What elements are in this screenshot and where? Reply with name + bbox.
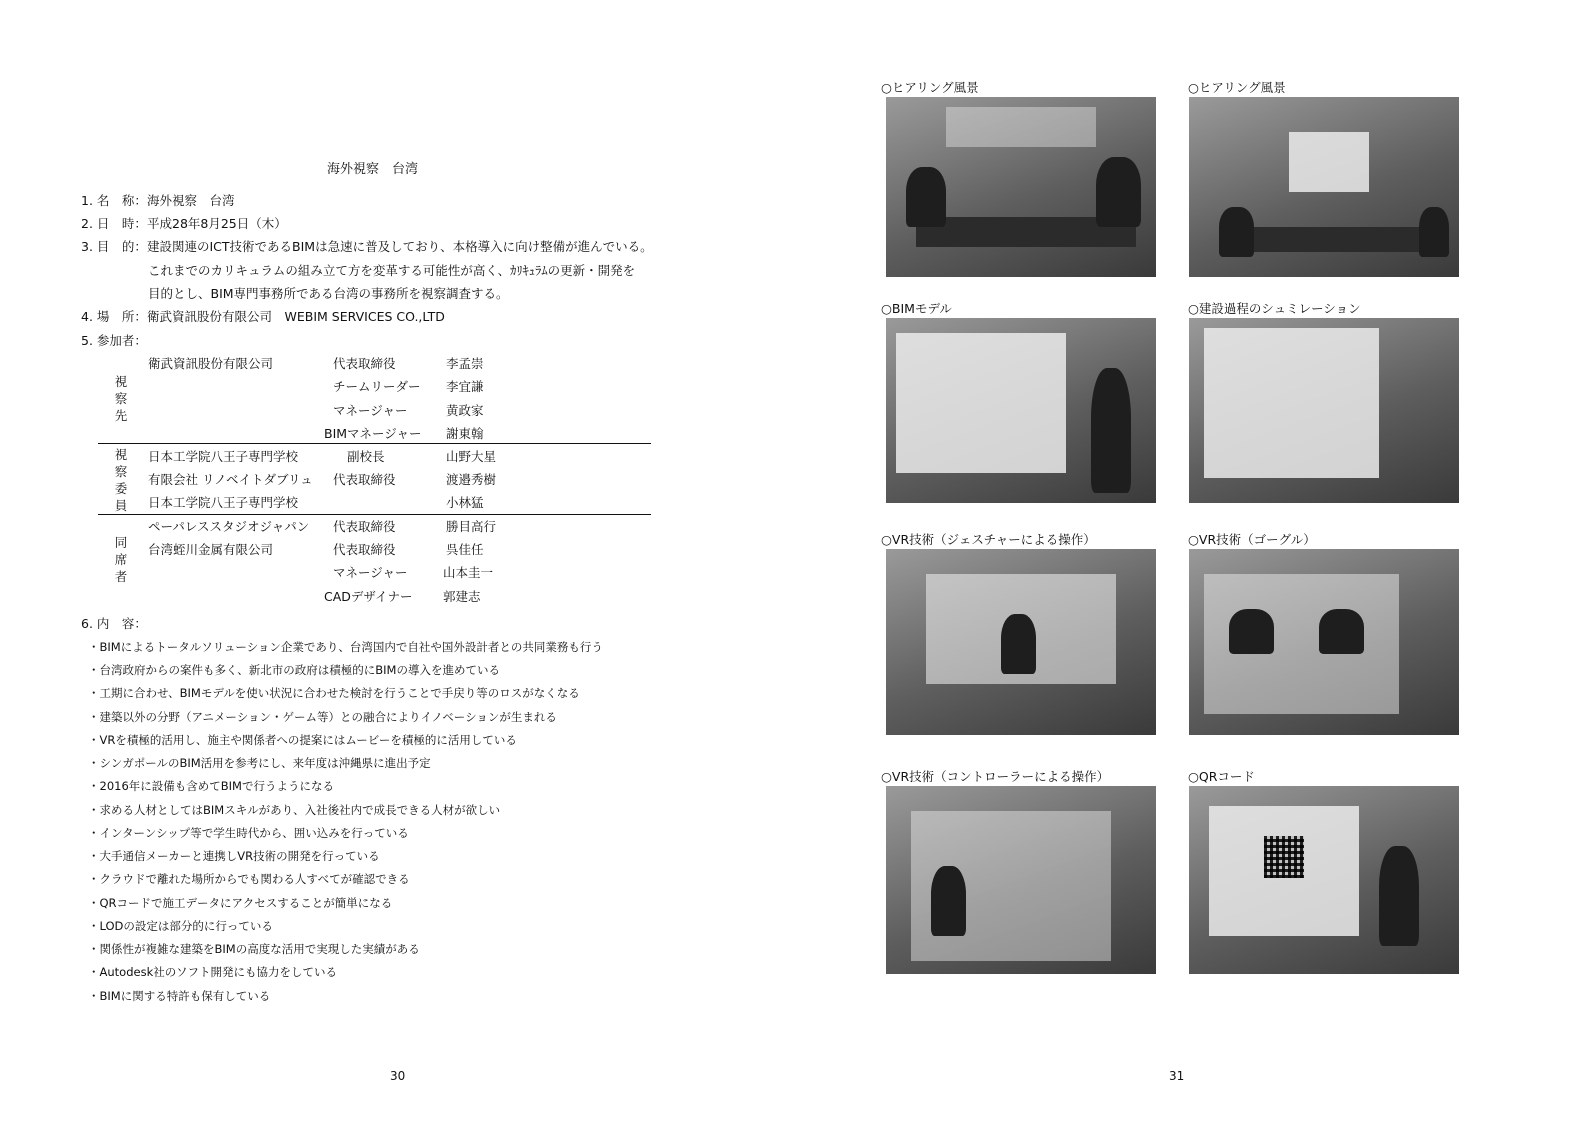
- participant-company: 台湾蛭川金属有限公司: [148, 542, 274, 557]
- participant-role: 代表取締役: [333, 472, 396, 487]
- participant-company: 衛武資訊股份有限公司: [148, 356, 274, 371]
- participant-role: BIMマネージャー: [324, 426, 422, 441]
- purpose-continued: 目的とし、BIM専門事務所である台湾の事務所を視察調査する。: [148, 286, 509, 301]
- info-name: [81, 191, 235, 209]
- participant-company: 日本工学院八王子専門学校: [148, 495, 299, 510]
- list-item: ・Autodesk社のソフト開発にも協力をしている: [88, 965, 337, 979]
- list-item: ・大手通信メーカーと連携しVR技術の開発を行っている: [88, 849, 380, 863]
- group-label-committee: 視察委員: [114, 447, 128, 513]
- group-separator: [98, 443, 651, 444]
- group-label-attendees: 同席者: [114, 535, 128, 584]
- participant-role: CADデザイナー: [324, 589, 413, 604]
- photo-caption: ○ヒアリング風景: [1188, 80, 1286, 95]
- right-page: [796, 0, 1591, 1125]
- info-purpose: [81, 237, 653, 255]
- list-item: ・建築以外の分野（アニメーション・ゲーム等）との融合によりイノベーションが生まれる: [88, 710, 557, 724]
- info-label: 1. 名 称：: [81, 193, 147, 208]
- list-item: ・BIMによるトータルソリューション企業であり、台湾国内で自社や国外設計者との共同業務も行う: [88, 640, 603, 654]
- list-item: ・インターンシップ等で学生時代から、囲い込みを行っている: [88, 826, 409, 840]
- info-value: 平成28年8月25日（木）: [147, 216, 287, 231]
- info-value: 衛武資訊股份有限公司 WEBIM SERVICES CO.,LTD: [147, 309, 445, 324]
- photo-caption: ○VR技術（ゴーグル）: [1188, 532, 1316, 547]
- participant-name: 謝東翰: [446, 426, 484, 441]
- participant-company: 日本工学院八王子専門学校: [148, 449, 299, 464]
- info-label: 2. 日 時：: [81, 216, 147, 231]
- list-item: ・VRを積極的活用し、施主や関係者への提案にはムービーを積極的に活用している: [88, 733, 517, 747]
- info-value: 建設関連のICT技術であるBIMは急速に普及しており、本格導入に向け整備が進んでいる。: [147, 239, 653, 254]
- participants-label: 5. 参加者：: [81, 333, 147, 348]
- photo-qr-code: [1189, 786, 1459, 974]
- list-item: ・関係性が複雑な建築をBIMの高度な活用で実現した実績がある: [88, 942, 420, 956]
- info-date: [81, 214, 287, 232]
- participant-role: 副校長: [347, 449, 385, 464]
- participant-name: 郭建志: [443, 589, 481, 604]
- participant-role: 代表取締役: [333, 542, 396, 557]
- participant-role: マネージャー: [333, 565, 408, 580]
- photo-hearing-meeting: [1189, 97, 1459, 277]
- photo-caption: ○VR技術（ジェスチャーによる操作）: [881, 532, 1096, 547]
- photo-hearing-meeting: [886, 97, 1156, 277]
- page-number: 30: [390, 1069, 406, 1083]
- list-item: ・2016年に設備も含めてBIMで行うようになる: [88, 779, 334, 793]
- info-label: 3. 目 的：: [81, 239, 147, 254]
- list-item: ・BIMに関する特許も保有している: [88, 989, 271, 1003]
- info-value: 海外視察 台湾: [147, 193, 235, 208]
- list-item: ・シンガポールのBIM活用を参考にし、来年度は沖縄県に進出予定: [88, 756, 431, 770]
- list-item: ・クラウドで離れた場所からでも関わる人すべてが確認できる: [88, 872, 410, 886]
- participant-company: 有限会社 リノベイトダブリュ: [148, 472, 313, 487]
- participant-role: マネージャー: [333, 403, 408, 418]
- participant-name: 山野大星: [446, 449, 497, 464]
- list-item: ・QRコードで施工データにアクセスすることが簡単になる: [88, 896, 393, 910]
- photo-caption: ○ヒアリング風景: [881, 80, 979, 95]
- list-item: ・台湾政府からの案件も多く、新北市の政府は積極的にBIMの導入を進めている: [88, 663, 500, 677]
- purpose-continued: これまでのカリキュラムの組み立て方を変革する可能性が高く、ｶﾘｷｭﾗﾑの更新・開発を: [148, 263, 636, 278]
- participant-role: チームリーダー: [333, 379, 421, 394]
- participant-name: 勝目高行: [446, 519, 497, 534]
- photo-vr-controller: [886, 786, 1156, 974]
- qr-code-icon: [1264, 836, 1304, 878]
- group-separator: [98, 514, 651, 515]
- photo-vr-gesture: [886, 549, 1156, 735]
- page-number: 31: [1169, 1069, 1185, 1083]
- photo-caption: ○BIMモデル: [881, 301, 952, 316]
- group-label-visit-destination: 視察先: [114, 374, 128, 423]
- photo-caption: ○VR技術（コントローラーによる操作）: [881, 769, 1110, 784]
- content-label: 6. 内 容：: [81, 616, 147, 631]
- document-title: 海外視察 台湾: [327, 162, 419, 177]
- participant-name: 小林猛: [446, 495, 484, 510]
- list-item: ・求める人材としてはBIMスキルがあり、入社後社内で成長できる人材が欲しい: [88, 803, 501, 817]
- info-label: 4. 場 所：: [81, 309, 147, 324]
- participant-name: 李孟崇: [446, 356, 484, 371]
- photo-construction-simulation: [1189, 318, 1459, 503]
- participant-role: 代表取締役: [333, 356, 396, 371]
- left-page: [0, 0, 795, 1125]
- participant-role: 代表取締役: [333, 519, 396, 534]
- participant-name: 山本圭一: [443, 565, 494, 580]
- info-place: [81, 307, 445, 325]
- photo-caption: ○建設過程のシュミレーション: [1188, 301, 1361, 316]
- participant-name: 李宜謙: [446, 379, 484, 394]
- photo-vr-goggles: [1189, 549, 1459, 735]
- list-item: ・工期に合わせ、BIMモデルを使い状況に合わせた検討を行うことで手戻り等のロスがなくなる: [88, 686, 580, 700]
- participant-name: 黄政家: [446, 403, 484, 418]
- participant-name: 呉佳任: [446, 542, 484, 557]
- list-item: ・LODの設定は部分的に行っている: [88, 919, 273, 933]
- photo-bim-model: [886, 318, 1156, 503]
- participant-name: 渡邉秀樹: [446, 472, 497, 487]
- photo-caption: ○QRコード: [1188, 769, 1255, 784]
- participant-company: ペーパレススタジオジャパン: [148, 519, 310, 534]
